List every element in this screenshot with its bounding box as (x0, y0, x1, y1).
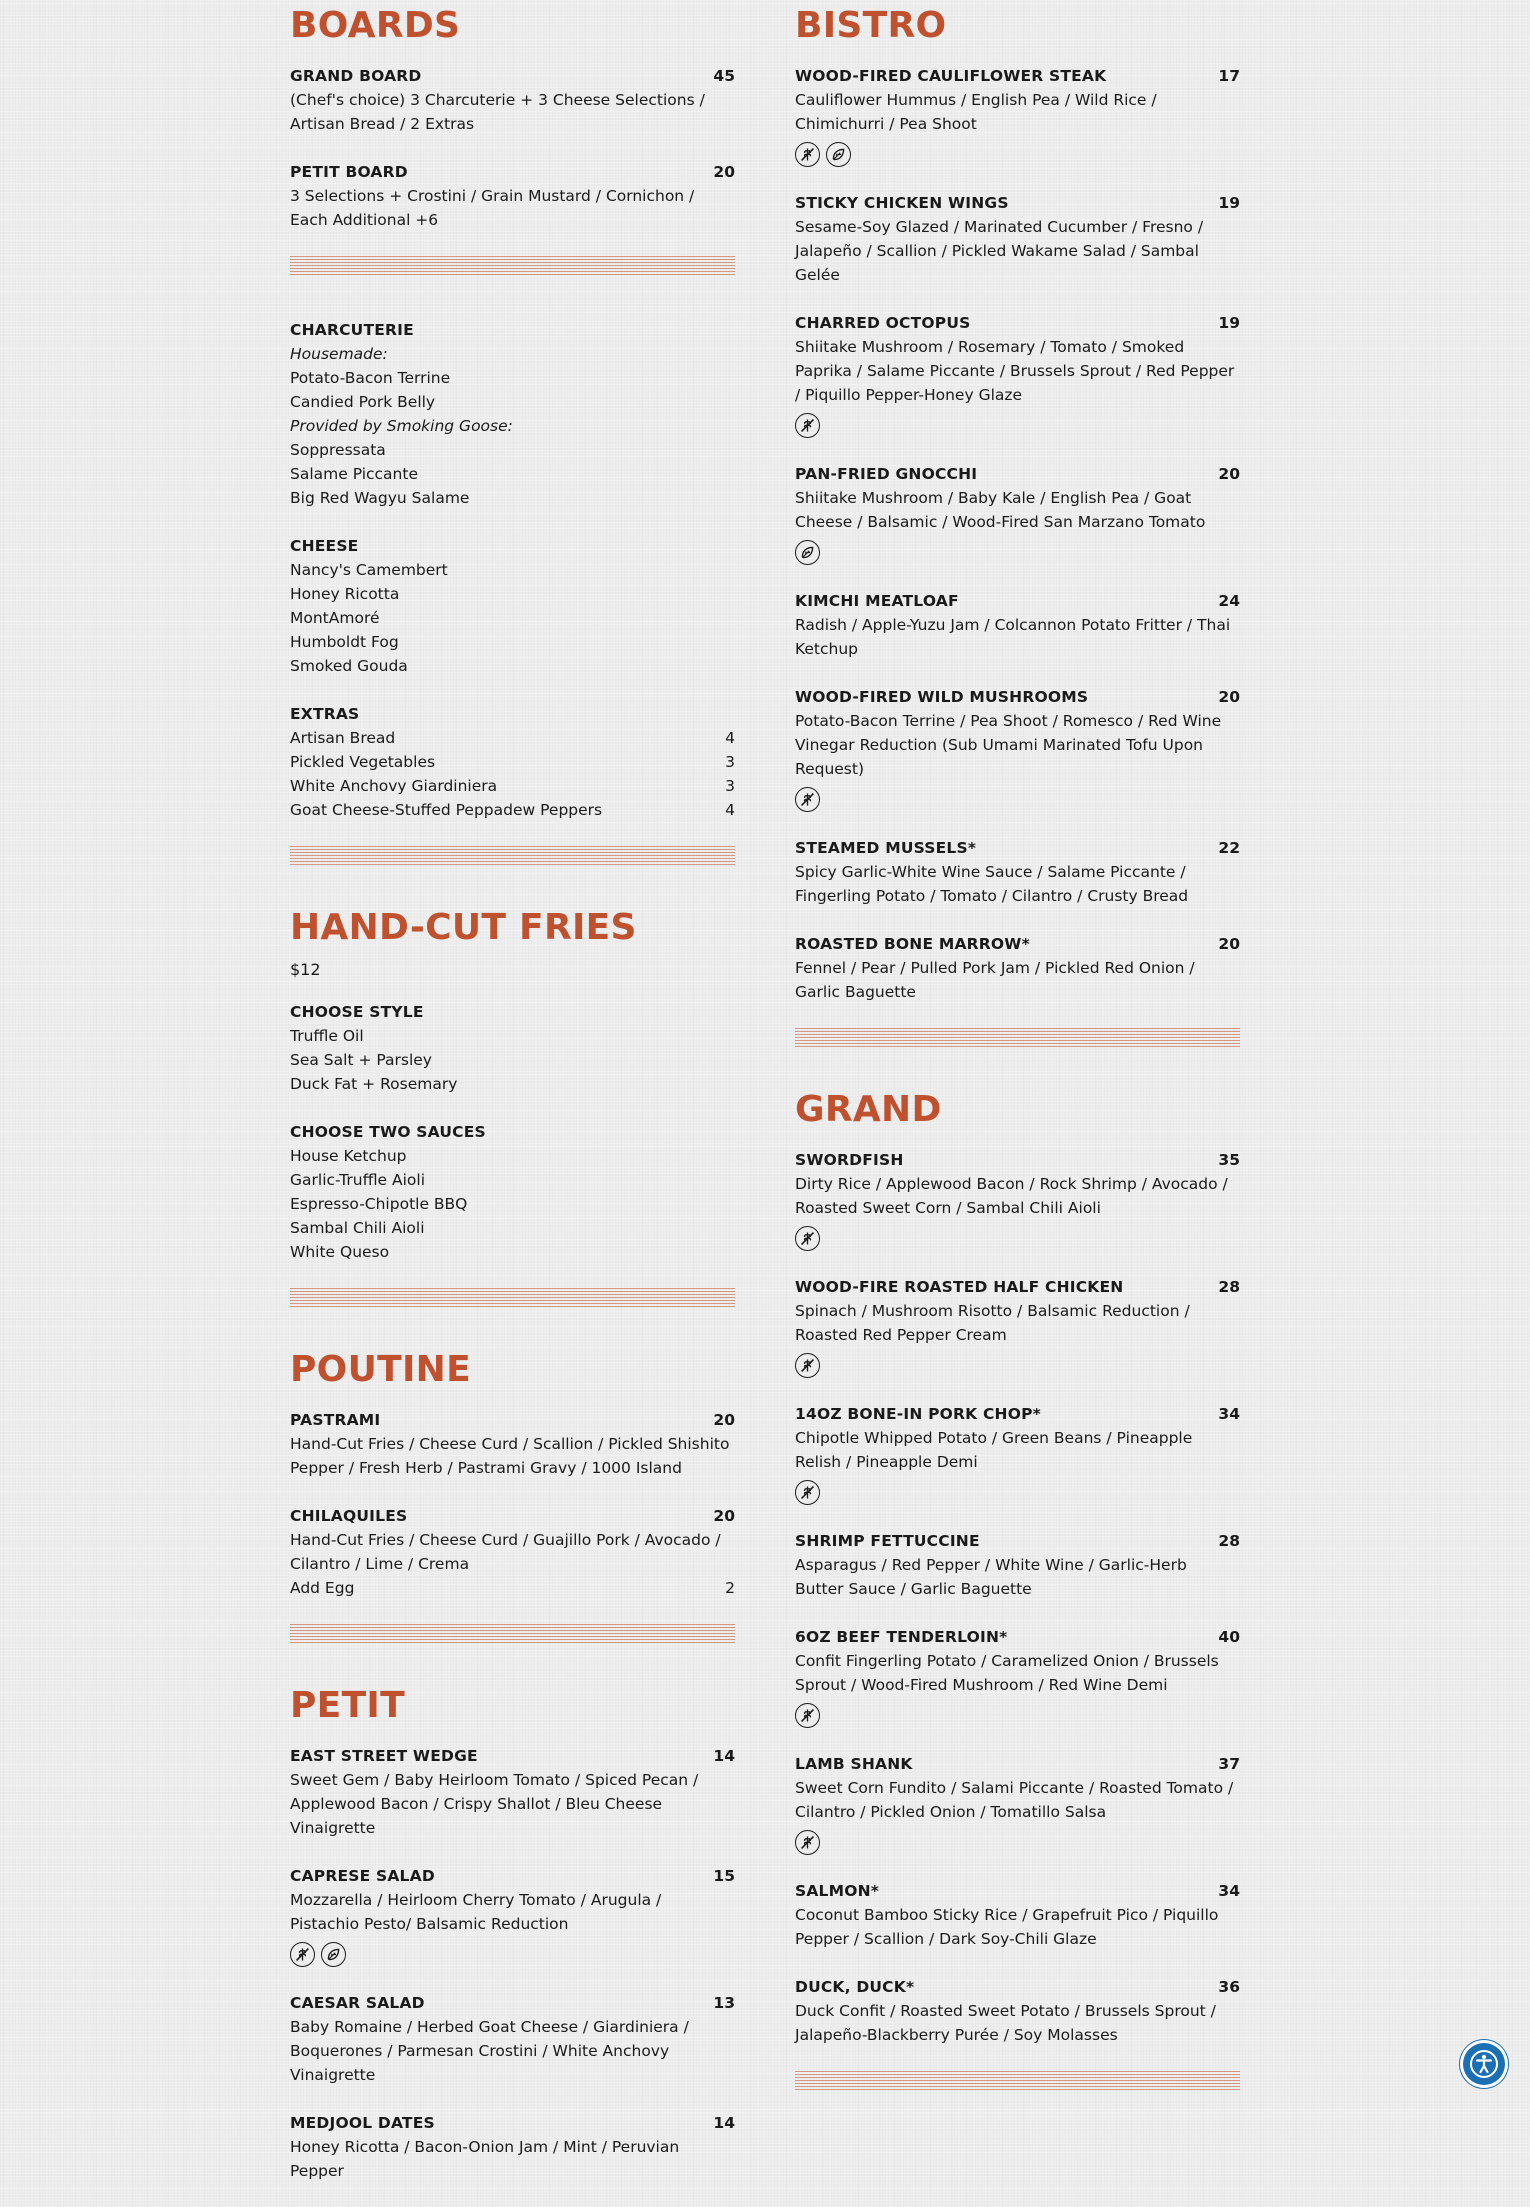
menu-item (290, 64, 735, 136)
gluten-free-icon (795, 413, 820, 438)
item-price: 24 (1218, 592, 1240, 610)
group-line: Candied Pork Belly (290, 393, 436, 411)
item-description: Honey Ricotta / Bacon-Onion Jam / Mint / Peruvian Pepper (290, 2138, 680, 2180)
section-title: PETIT (290, 1685, 405, 1726)
item-description: Sweet Gem / Baby Heirloom Tomato / Spiced Pecan / Applewood Bacon / Crispy Shallot / Bleu Cheese Vinaigrette (290, 1771, 699, 1837)
group-line: Garlic-Truffle Aioli (290, 1171, 426, 1189)
group-line: Smoked Gouda (290, 657, 408, 675)
section-petit (290, 1686, 735, 2183)
item-price: 34 (1218, 1882, 1240, 1900)
extra-line (290, 750, 735, 774)
item-name: MEDJOOL DATES (290, 2114, 435, 2132)
menu-item (795, 1148, 1240, 1251)
menu-item (795, 1625, 1240, 1728)
item-name: CHARRED OCTOPUS (795, 314, 971, 332)
extra-price: 3 (725, 753, 735, 771)
extra-line (290, 774, 735, 798)
item-price: 14 (713, 2114, 735, 2132)
items (290, 1744, 735, 2183)
item-description: Radish / Apple-Yuzu Jam / Colcannon Potato Fritter / Thai Ketchup (795, 616, 1231, 658)
item-description: Sesame-Soy Glazed / Marinated Cucumber / Fresno / Jalapeño / Scallion / Pickled Wakame Salad / Sambal Gelée (795, 218, 1204, 284)
group-line: House Ketchup (290, 1147, 407, 1165)
item-name: KIMCHI MEATLOAF (795, 592, 959, 610)
menu-item (290, 2111, 735, 2183)
item-price: 15 (713, 1867, 735, 1885)
item-price: 34 (1218, 1405, 1240, 1423)
vegetarian-icon (795, 540, 820, 565)
extras-group (290, 702, 735, 822)
diet-icons (795, 1480, 1240, 1505)
item-description: Dirty Rice / Applewood Bacon / Rock Shrimp / Avocado / Roasted Sweet Corn / Sambal Chili Aioli (795, 1175, 1228, 1217)
group-line: MontAmoré (290, 609, 380, 627)
extra-price: 3 (725, 777, 735, 795)
item-price: 19 (1218, 314, 1240, 332)
item-price: 19 (1218, 194, 1240, 212)
items (290, 1000, 735, 1264)
group-title: EXTRAS (290, 705, 360, 723)
diet-icons (795, 413, 1240, 438)
vegetarian-icon (826, 142, 851, 167)
item-price: 28 (1218, 1532, 1240, 1550)
item-name: SWORDFISH (795, 1151, 904, 1169)
divider (290, 1624, 735, 1644)
cheese-group (290, 534, 735, 678)
item-description: Hand-Cut Fries / Cheese Curd / Scallion / Pickled Shishito Pepper / Fresh Herb / Pastrami Gravy / 1000 Island (290, 1435, 730, 1477)
extra-price: 4 (725, 729, 735, 747)
section-title: GRAND (795, 1089, 942, 1130)
gluten-free-icon (795, 1226, 820, 1251)
item-name: CAESAR SALAD (290, 1994, 425, 2012)
extra-line (290, 726, 735, 750)
group-line: Soppressata (290, 441, 386, 459)
addon-name: Add Egg (290, 1579, 355, 1597)
item-price: 36 (1218, 1978, 1240, 1996)
menu-item (795, 1529, 1240, 1601)
item-name: SALMON* (795, 1882, 880, 1900)
diet-icons (290, 1942, 735, 1967)
accessibility-icon (1469, 2049, 1499, 2079)
item-name: PASTRAMI (290, 1411, 381, 1429)
group-title: CHEESE (290, 537, 359, 555)
gluten-free-icon (795, 1830, 820, 1855)
extra-name: White Anchovy Giardiniera (290, 777, 498, 795)
fries-style-group (290, 1000, 735, 1096)
group-line: Housemade: (290, 345, 388, 363)
section-bistro (795, 0, 1240, 1048)
item-description: Cauliflower Hummus / English Pea / Wild Rice / Chimichurri / Pea Shoot (795, 91, 1157, 133)
divider (795, 1028, 1240, 1048)
menu-item (795, 589, 1240, 661)
menu-column-right (795, 0, 1240, 2133)
divider (290, 846, 735, 866)
item-name: STICKY CHICKEN WINGS (795, 194, 1009, 212)
item-name: GRAND BOARD (290, 67, 422, 85)
menu-item (290, 1991, 735, 2087)
item-description: Asparagus / Red Pepper / White Wine / Garlic-Herb Butter Sauce / Garlic Baguette (795, 1556, 1187, 1598)
menu-item (795, 1402, 1240, 1505)
item-price: 14 (713, 1747, 735, 1765)
accessibility-button[interactable] (1463, 2043, 1505, 2085)
item-price: 28 (1218, 1278, 1240, 1296)
group-line: Provided by Smoking Goose: (290, 417, 513, 435)
item-price: 17 (1218, 67, 1240, 85)
item-price: 20 (713, 1411, 735, 1429)
section-title: BISTRO (795, 5, 947, 46)
group-line: Salame Piccante (290, 465, 418, 483)
gluten-free-icon (795, 1480, 820, 1505)
item-price: 40 (1218, 1628, 1240, 1646)
diet-icons (795, 1226, 1240, 1251)
group-line: White Queso (290, 1243, 390, 1261)
diet-icons (795, 1830, 1240, 1855)
item-price: 20 (1218, 465, 1240, 483)
section-fries (290, 908, 735, 1308)
group-line: Big Red Wagyu Salame (290, 489, 470, 507)
item-description: Spicy Garlic-White Wine Sauce / Salame Piccante / Fingerling Potato / Tomato / Cilantro / Crusty Bread (795, 863, 1189, 905)
group-title: CHOOSE STYLE (290, 1003, 424, 1021)
item-description: Baby Romaine / Herbed Goat Cheese / Giardiniera / Boquerones / Parmesan Crostini / White Anchovy Vinaigrette (290, 2018, 689, 2084)
item-name: 14OZ BONE-IN PORK CHOP* (795, 1405, 1041, 1423)
group-line: Truffle Oil (290, 1027, 364, 1045)
group-line: Sambal Chili Aioli (290, 1219, 425, 1237)
gluten-free-icon (795, 1353, 820, 1378)
item-description: Shiitake Mushroom / Baby Kale / English Pea / Goat Cheese / Balsamic / Wood-Fired San Marzano Tomato (795, 489, 1206, 531)
item-description: Fennel / Pear / Pulled Pork Jam / Pickled Red Onion / Garlic Baguette (795, 959, 1195, 1001)
menu-item (795, 1752, 1240, 1855)
item-name: PETIT BOARD (290, 163, 408, 181)
group-line: Potato-Bacon Terrine (290, 369, 451, 387)
item-name: CHILAQUILES (290, 1507, 408, 1525)
item-description: Shiitake Mushroom / Rosemary / Tomato / Smoked Paprika / Salame Piccante / Brussels Sprout / Red Pepper / Piquillo Pepper-Honey Glaze (795, 338, 1235, 404)
gluten-free-icon (795, 787, 820, 812)
vegetarian-icon (321, 1942, 346, 1967)
group-line: Espresso-Chipotle BBQ (290, 1195, 468, 1213)
item-name: WOOD-FIRED CAULIFLOWER STEAK (795, 67, 1107, 85)
item-description: Duck Confit / Roasted Sweet Potato / Brussels Sprout / Jalapeño-Blackberry Purée / Soy Molasses (795, 2002, 1216, 2044)
extra-name: Pickled Vegetables (290, 753, 436, 771)
menu-item (795, 191, 1240, 287)
menu-item (290, 1504, 735, 1600)
item-name: 6OZ BEEF TENDERLOIN* (795, 1628, 1008, 1646)
gluten-free-icon (795, 1703, 820, 1728)
item-name: STEAMED MUSSELS* (795, 839, 977, 857)
group-line: Sea Salt + Parsley (290, 1051, 432, 1069)
item-price: 13 (713, 1994, 735, 2012)
section-poutine (290, 1350, 735, 1644)
group-title: CHOOSE TWO SAUCES (290, 1123, 486, 1141)
extra-name: Goat Cheese-Stuffed Peppadew Peppers (290, 801, 603, 819)
item-price: 22 (1218, 839, 1240, 857)
item-description: Sweet Corn Fundito / Salami Piccante / Roasted Tomato / Cilantro / Pickled Onion / Tomatillo Salsa (795, 1779, 1234, 1821)
item-description: 3 Selections + Crostini / Grain Mustard / Cornichon / Each Additional +6 (290, 187, 695, 229)
group-line: Nancy's Camembert (290, 561, 448, 579)
item-description: Hand-Cut Fries / Cheese Curd / Guajillo Pork / Avocado / Cilantro / Lime / Crema (290, 1531, 721, 1573)
group-title: CHARCUTERIE (290, 321, 414, 339)
item-description: Coconut Bamboo Sticky Rice / Grapefruit Pico / Piquillo Pepper / Scallion / Dark Soy-Chili Glaze (795, 1906, 1219, 1948)
menu-item (290, 160, 735, 232)
divider (290, 256, 735, 276)
items (795, 1148, 1240, 2047)
extra-price: 4 (725, 801, 735, 819)
divider (795, 2071, 1240, 2091)
item-name: EAST STREET WEDGE (290, 1747, 478, 1765)
item-price: 35 (1218, 1151, 1240, 1169)
gluten-free-icon (290, 1942, 315, 1967)
item-price: 45 (713, 67, 735, 85)
extra-line (290, 798, 735, 822)
addon-line (290, 1576, 735, 1600)
items (290, 64, 735, 232)
fries-sauces-group (290, 1120, 735, 1264)
addon-price: 2 (725, 1579, 735, 1597)
charcuterie-group (290, 318, 735, 510)
gluten-free-icon (795, 142, 820, 167)
item-name: LAMB SHANK (795, 1755, 913, 1773)
items (795, 64, 1240, 1004)
menu-item (795, 1975, 1240, 2047)
item-description: Mozzarella / Heirloom Cherry Tomato / Arugula / Pistachio Pesto/ Balsamic Reduction (290, 1891, 662, 1933)
menu-item (795, 462, 1240, 565)
menu-item (795, 685, 1240, 812)
item-name: SHRIMP FETTUCCINE (795, 1532, 980, 1550)
section-title: BOARDS (290, 5, 461, 46)
item-name: ROASTED BONE MARROW* (795, 935, 1030, 953)
item-description: Chipotle Whipped Potato / Green Beans / Pineapple Relish / Pineapple Demi (795, 1429, 1193, 1471)
section-price: $12 (290, 960, 321, 979)
item-price: 20 (713, 163, 735, 181)
section-title: HAND-CUT FRIES (290, 907, 637, 948)
item-name: PAN-FRIED GNOCCHI (795, 465, 978, 483)
item-name: DUCK, DUCK* (795, 1978, 915, 1996)
divider (290, 1288, 735, 1308)
menu-item (795, 836, 1240, 908)
diet-icons (795, 1353, 1240, 1378)
menu-item (290, 1744, 735, 1840)
item-description: (Chef's choice) 3 Charcuterie + 3 Cheese Selections / Artisan Bread / 2 Extras (290, 91, 705, 133)
item-price: 20 (1218, 688, 1240, 706)
section-grand (795, 1090, 1240, 2091)
menu-item (290, 1864, 735, 1967)
menu-item (795, 932, 1240, 1004)
menu-item (795, 1879, 1240, 1951)
section-title: POUTINE (290, 1349, 471, 1390)
item-name: WOOD-FIRE ROASTED HALF CHICKEN (795, 1278, 1124, 1296)
items (290, 1408, 735, 1600)
diet-icons (795, 1703, 1240, 1728)
item-price: 20 (713, 1507, 735, 1525)
menu-column-left (290, 0, 735, 2207)
group-line: Duck Fat + Rosemary (290, 1075, 458, 1093)
menu-item (795, 311, 1240, 438)
item-price: 20 (1218, 935, 1240, 953)
group-line: Humboldt Fog (290, 633, 399, 651)
item-description: Potato-Bacon Terrine / Pea Shoot / Romesco / Red Wine Vinegar Reduction (Sub Umami Marinated Tofu Upon Request) (795, 712, 1222, 778)
extra-name: Artisan Bread (290, 729, 396, 747)
diet-icons (795, 787, 1240, 812)
item-description: Spinach / Mushroom Risotto / Balsamic Reduction / Roasted Red Pepper Cream (795, 1302, 1190, 1344)
section-boards (290, 0, 735, 866)
diet-icons (795, 540, 1240, 565)
group-line: Honey Ricotta (290, 585, 400, 603)
item-description: Confit Fingerling Potato / Caramelized Onion / Brussels Sprout / Wood-Fired Mushroom / Red Wine Demi (795, 1652, 1219, 1694)
menu-item (795, 64, 1240, 167)
item-price: 37 (1218, 1755, 1240, 1773)
item-name: WOOD-FIRED WILD MUSHROOMS (795, 688, 1089, 706)
menu-item (795, 1275, 1240, 1378)
menu-item (290, 1408, 735, 1480)
diet-icons (795, 142, 1240, 167)
item-name: CAPRESE SALAD (290, 1867, 435, 1885)
